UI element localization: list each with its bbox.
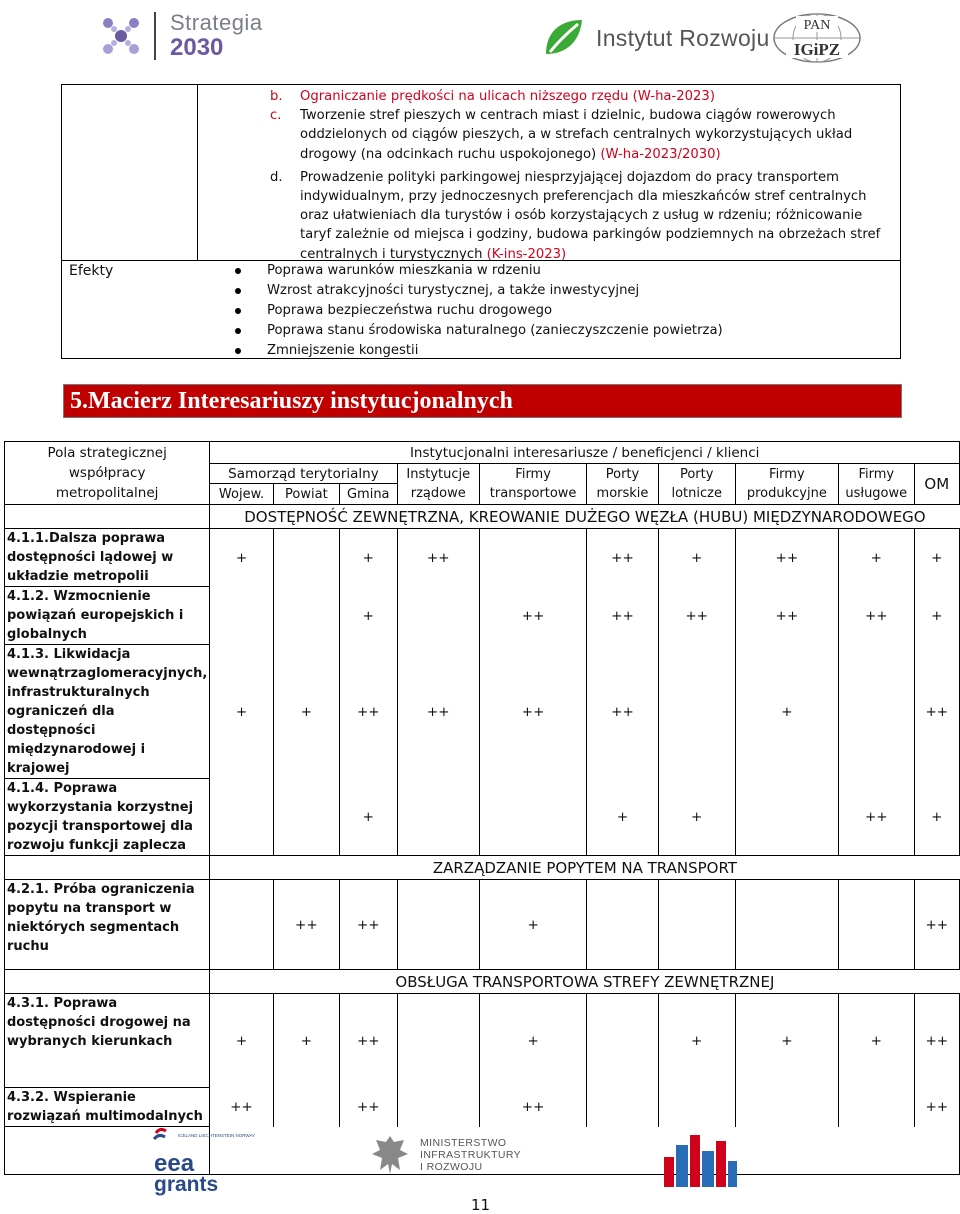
matrix-cell: ++	[587, 529, 658, 587]
matrix-cell: +	[735, 994, 838, 1088]
matrix-cell: +	[273, 994, 339, 1088]
matrix-cell	[658, 645, 735, 779]
matrix-cell: ++	[397, 645, 479, 779]
ministry-line: MINISTERSTWO	[420, 1137, 507, 1149]
matrix-row	[5, 880, 960, 970]
matrix-cell	[735, 1088, 838, 1127]
matrix-cell: ++	[273, 880, 339, 970]
samorzad-header: Samorząd terytorialny	[210, 464, 397, 484]
matrix-cell: +	[914, 779, 959, 856]
matrix-row	[5, 645, 960, 779]
matrix-cell: +	[838, 994, 914, 1088]
matrix-row-label: 4.3.1. Poprawa dostępności drogowej na wybranych kierunkach	[5, 994, 210, 1088]
matrix-cell: ++	[397, 529, 479, 587]
matrix-cell	[838, 645, 914, 779]
matrix-cell: +	[273, 645, 339, 779]
col-header: Firmy usługowe	[838, 464, 914, 505]
matrix-cell	[273, 587, 339, 645]
page-footer	[0, 1122, 960, 1214]
measures-table-fragment	[61, 84, 901, 359]
matrix-cell: +	[210, 994, 273, 1088]
matrix-cell	[397, 1088, 479, 1127]
matrix-cell	[735, 779, 838, 856]
bullet-icon	[235, 308, 241, 314]
matrix-section-title: DOSTĘPNOŚĆ ZEWNĘTRZNA, KREOWANIE DUŻEGO WĘZŁA (HUBU) MIĘDZYNARODOWEGO	[210, 505, 960, 529]
col-header: Porty lotnicze	[658, 464, 735, 505]
matrix-cell	[838, 880, 914, 970]
stakeholder-matrix	[4, 441, 960, 1175]
col-header: Powiat	[273, 484, 339, 505]
matrix-cell: +	[210, 645, 273, 779]
matrix-cell: +	[658, 529, 735, 587]
matrix-cell: +	[914, 587, 959, 645]
svg-text:grants: grants	[154, 1173, 219, 1196]
matrix-cell	[658, 880, 735, 970]
effect-item: Poprawa warunków mieszkania w rdzeniu	[227, 261, 723, 281]
matrix-row-label: 4.1.2. Wzmocnienie powiązań europejskich i globalnych	[5, 587, 210, 645]
matrix-cell	[397, 994, 479, 1088]
matrix-row-label: 4.2.1. Próba ograniczenia popytu na transport w niektórych segmentach ruchu	[5, 880, 210, 970]
green-leaf-icon	[540, 14, 588, 62]
matrix-cell: +	[479, 994, 586, 1088]
matrix-cell: ++	[210, 1088, 273, 1127]
matrix-cell: +	[735, 645, 838, 779]
matrix-row	[5, 587, 960, 645]
matrix-section-title: OBSŁUGA TRANSPORTOWA STREFY ZEWNĘTRZNEJ	[210, 970, 960, 994]
matrix-row	[5, 1088, 960, 1127]
col-header-om: OM	[914, 464, 959, 505]
ministry-line: INFRASTRUKTURY	[420, 1149, 522, 1161]
instytut-rozwoju-logo	[540, 14, 770, 62]
matrix-cell	[273, 779, 339, 856]
svg-text:eea: eea	[154, 1150, 195, 1177]
effect-item: Wzrost atrakcyjności turystycznej, a także inwestycyjnej	[227, 281, 723, 301]
strategia-x-icon	[100, 15, 142, 57]
effect-item: Poprawa stanu środowiska naturalnego (zanieczyszczenie powietrza)	[227, 321, 723, 341]
svg-text:PAN: PAN	[803, 18, 831, 33]
matrix-cell: +	[587, 779, 658, 856]
matrix-cell: +	[658, 779, 735, 856]
matrix-cell: +	[339, 587, 397, 645]
measures-list	[270, 87, 888, 264]
svg-text:IGiPZ: IGiPZ	[793, 40, 841, 59]
instytut-rozwoju-name: Instytut Rozwoju	[596, 24, 770, 51]
matrix-cell	[397, 779, 479, 856]
bullet-icon	[235, 268, 241, 274]
city-skyline-icon	[660, 1127, 740, 1189]
matrix-row-label: 4.3.2. Wspieranie rozwiązań multimodalnych	[5, 1088, 210, 1127]
col-header: Firmy transportowe	[479, 464, 586, 505]
matrix-cell: ++	[838, 779, 914, 856]
matrix-cell	[210, 779, 273, 856]
pan-igipz-logo	[772, 12, 862, 64]
effects-list	[227, 261, 723, 361]
page-number: 11	[471, 1196, 491, 1214]
col-header: Wojew.	[210, 484, 273, 505]
matrix-section-title: ZARZĄDZANIE POPYTEM NA TRANSPORT	[210, 856, 960, 880]
matrix-cell: +	[339, 779, 397, 856]
matrix-cell: ++	[479, 645, 586, 779]
matrix-corner-header: Pola strategicznej współpracy metropolitalnej	[5, 442, 210, 505]
matrix-row	[5, 779, 960, 856]
matrix-cell	[838, 1088, 914, 1127]
matrix-row	[5, 994, 960, 1088]
effects-label: Efekty	[69, 263, 114, 279]
bullet-icon	[235, 348, 241, 354]
matrix-cell	[397, 880, 479, 970]
measure-item-d: d. Prowadzenie polityki parkingowej niesprzyjającej dojazdom do pracy transportem indywidualnym, przy jednoczesnych preferencjach dla mieszkańców stref centralnych oraz ułatwieniach dla turystów i osób korzystających z usług w rdzeniu; różnicowanie taryf zależnie od miejsca i godziny, budowa parkingów podziemnych na obrzeżach stref centralnych i turystycznych (K-ins-2023)	[270, 169, 881, 262]
col-header: Porty morskie	[587, 464, 658, 505]
matrix-cell: ++	[339, 1088, 397, 1127]
matrix-cell: ++	[914, 1088, 959, 1127]
matrix-cell	[479, 529, 586, 587]
matrix-row-label: 4.1.1.Dalsza poprawa dostępności lądowej w układzie metropolii	[5, 529, 210, 587]
measure-item-c: c. Tworzenie stref pieszych w centrach miast i dzielnic, budowa ciągów rowerowych oddzielonych od ciągów pieszych, a w strefach centralnych wykorzystujących układ drogowy (na odcinkach ruchu uspokojonego) (W-ha-2023/2030)	[270, 108, 853, 162]
matrix-cell	[397, 587, 479, 645]
bullet-icon	[235, 288, 241, 294]
matrix-cell: ++	[735, 529, 838, 587]
svg-text:ICELAND LIECHTENSTEIN NORWAY: ICELAND LIECHTENSTEIN NORWAY	[178, 1133, 256, 1138]
matrix-cell	[273, 529, 339, 587]
matrix-cell	[210, 880, 273, 970]
matrix-cell: ++	[339, 880, 397, 970]
matrix-cell: ++	[339, 994, 397, 1088]
matrix-row-label: 4.1.3. Likwidacja wewnątrzaglomeracyjnych, infrastrukturalnych ograniczeń dla dostępności międzynarodowej i krajowej	[5, 645, 210, 779]
matrix-cell	[273, 1088, 339, 1127]
matrix-cell: +	[339, 529, 397, 587]
matrix-label-spacer	[5, 856, 210, 880]
matrix-cell: ++	[479, 587, 586, 645]
matrix-cell	[587, 1088, 658, 1127]
matrix-row-label: 4.1.4. Poprawa wykorzystania korzystnej pozycji transportowej dla rozwoju funkcji zaplecza	[5, 779, 210, 856]
matrix-label-spacer	[5, 505, 210, 529]
strategia-2030-logo	[100, 12, 263, 60]
section-title: 5.Macierz Interesariuszy instytucjonalnych	[70, 388, 513, 414]
col-header: Instytucje rządowe	[397, 464, 479, 505]
polish-eagle-icon	[370, 1132, 410, 1178]
matrix-cell: ++	[479, 1088, 586, 1127]
measure-item-b: b. Ograniczanie prędkości na ulicach niższego rzędu (W-ha-2023)	[270, 89, 715, 104]
matrix-cell	[587, 994, 658, 1088]
section-banner	[63, 384, 902, 418]
matrix-cell: ++	[914, 645, 959, 779]
matrix-cell	[210, 587, 273, 645]
matrix-cell: ++	[735, 587, 838, 645]
matrix-cell: ++	[914, 880, 959, 970]
matrix-label-spacer	[5, 970, 210, 994]
matrix-cell	[658, 1088, 735, 1127]
matrix-cell: ++	[587, 645, 658, 779]
effect-item: Poprawa bezpieczeństwa ruchu drogowego	[227, 301, 723, 321]
strategia-title: Strategia	[170, 10, 263, 35]
strategia-year: 2030	[170, 34, 224, 61]
matrix-cell: +	[210, 529, 273, 587]
bullet-icon	[235, 328, 241, 334]
matrix-cell: +	[914, 529, 959, 587]
matrix-cell	[735, 880, 838, 970]
page-header	[0, 0, 960, 80]
stakeholders-group-header: Instytucjonalni interesariusze / beneficjenci / klienci	[210, 442, 960, 464]
matrix-cell: +	[658, 994, 735, 1088]
matrix-row	[5, 529, 960, 587]
matrix-cell: +	[838, 529, 914, 587]
matrix-cell: ++	[339, 645, 397, 779]
matrix-cell: ++	[914, 994, 959, 1088]
ministry-logo	[370, 1132, 521, 1178]
matrix-cell: ++	[838, 587, 914, 645]
matrix-cell: ++	[587, 587, 658, 645]
matrix-cell: +	[479, 880, 586, 970]
ministry-line: I ROZWOJU	[420, 1161, 483, 1173]
eea-grants-logo	[150, 1127, 256, 1197]
col-header: Firmy produkcyjne	[735, 464, 838, 505]
matrix-cell	[479, 779, 586, 856]
col-header: Gmina	[339, 484, 397, 505]
matrix-cell: ++	[658, 587, 735, 645]
matrix-cell	[587, 880, 658, 970]
effect-item: Zmniejszenie kongestii	[227, 341, 723, 361]
